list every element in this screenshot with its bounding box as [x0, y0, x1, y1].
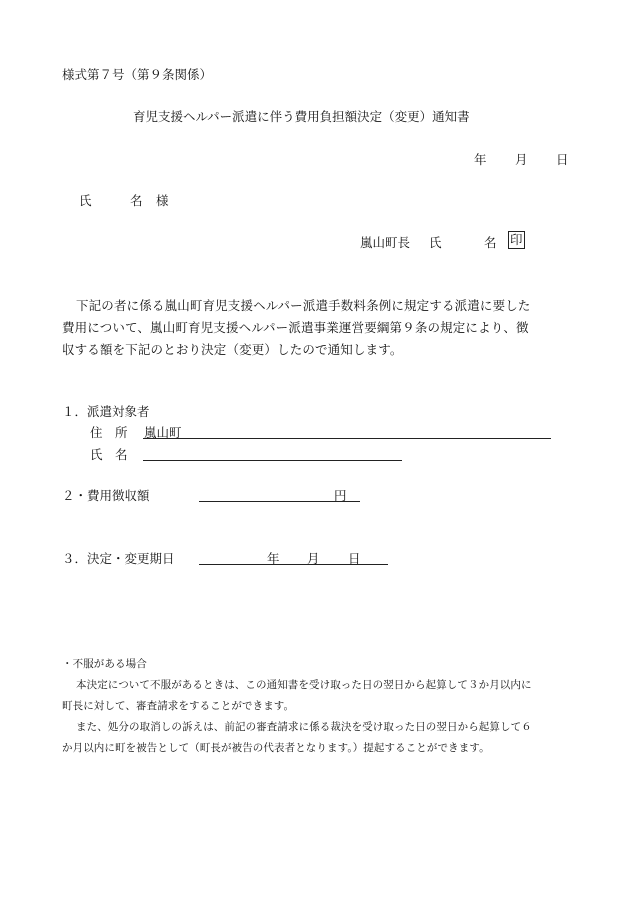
recipient-honorific: 様 [156, 193, 169, 208]
effective-day-label: 日 [348, 551, 361, 566]
effective-date-underline [199, 564, 388, 565]
item3-heading: ３．決定・変更期日 [62, 551, 175, 566]
issuer-title: 嵐山町長 [360, 235, 411, 250]
effective-month-label: 月 [307, 551, 320, 566]
effective-year-label: 年 [267, 551, 280, 566]
seal-mark [508, 231, 525, 249]
issuer-name-label: 名 [484, 235, 497, 250]
form-number: 様式第７号（第９条関係） [62, 67, 213, 82]
issuer-surname-label: 氏 [429, 235, 442, 250]
body-line-2: 費用について、嵐山町育児支援ヘルパー派遣事業運営要綱第９条の規定により、徴 [62, 320, 529, 335]
document-title: 育児支援ヘルパー派遣に伴う費用負担額決定（変更）通知書 [133, 109, 470, 124]
appeal-line-2: 町長に対して、審査請求をすることができます。 [62, 700, 295, 712]
body-line-3: 収する額を下記のとおり決定（変更）したので通知します。 [62, 342, 403, 357]
item1-heading: １．派遣対象者 [62, 404, 150, 419]
item2-heading: ２・費用徴収額 [62, 488, 150, 503]
appeal-heading: ・不服がある場合 [62, 658, 147, 670]
recipient-name-label: 名 [130, 193, 143, 208]
appeal-line-3: また、処分の取消しの訴えは、前記の審査請求に係る裁決を受け取った日の翌日から起算して６ [76, 721, 532, 733]
fee-unit: 円 [334, 488, 347, 503]
fee-underline [199, 501, 360, 502]
item1-name-label: 氏 名 [90, 447, 128, 462]
name-underline [143, 460, 402, 461]
date-year-label: 年 [474, 152, 487, 167]
seal-text: 印 [510, 232, 523, 247]
appeal-line-4: か月以内に町を被告として（町長が被告の代表者となります。）提起することができます。 [62, 742, 490, 754]
recipient-surname-label: 氏 [79, 193, 92, 208]
address-underline [143, 438, 551, 439]
body-line-1: 下記の者に係る嵐山町育児支援ヘルパー派遣手数料条例に規定する派遣に要した [76, 298, 531, 313]
address-label: 住 所 [90, 425, 128, 440]
date-day-label: 日 [556, 152, 569, 167]
address-value: 嵐山町 [144, 425, 182, 440]
date-month-label: 月 [515, 152, 528, 167]
appeal-line-1: 本決定について不服があるときは、この通知書を受け取った日の翌日から起算して３か月以内に [76, 679, 532, 691]
